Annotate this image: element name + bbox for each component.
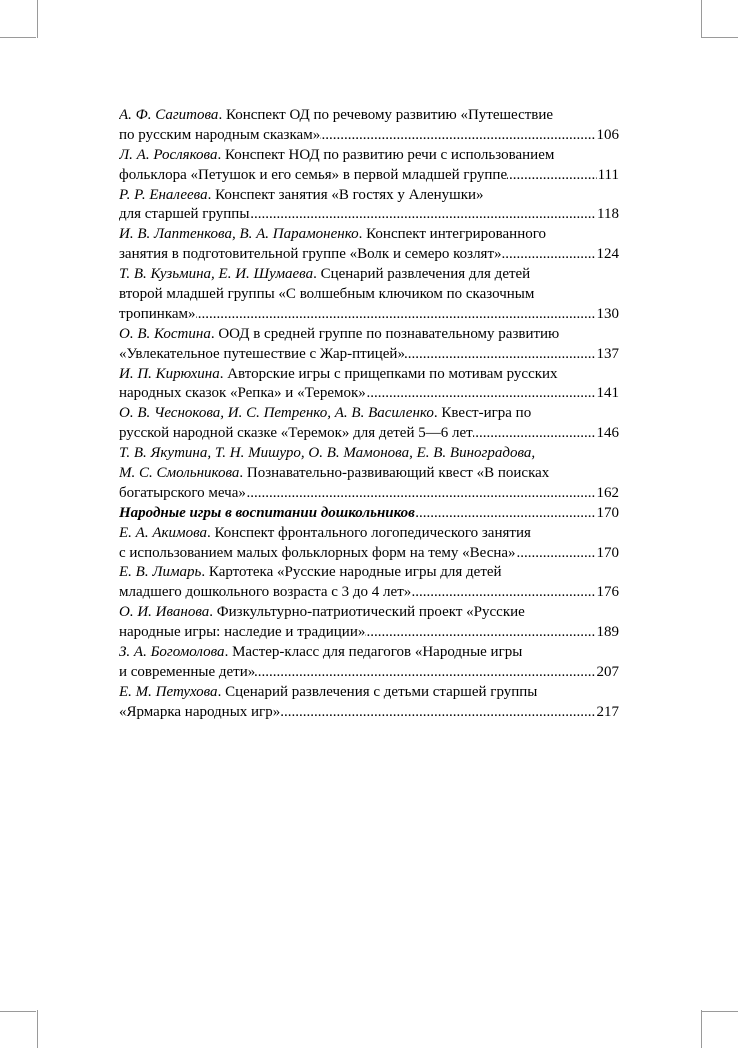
entry-title: . Мастер-класс для педагогов «Народные игры [224, 644, 523, 661]
entry-authors: О. В. Чеснокова, И. С. Петренко, А. В. Василенко [119, 405, 434, 422]
toc-line [119, 623, 619, 643]
crop-mark-top-left [37, 0, 38, 38]
toc-line [119, 544, 619, 564]
entry-title: . Физкультурно-патриотический проект «Русские [209, 604, 525, 621]
toc-line [119, 583, 619, 603]
toc-line [119, 126, 619, 146]
toc-entry [119, 404, 619, 444]
entry-title: с использованием малых фольклорных форм на тему «Весна» [119, 544, 516, 561]
section-heading: Народные игры в воспитании дошкольников [119, 504, 415, 521]
toc-line [119, 404, 619, 424]
page-number: 106 [596, 126, 620, 146]
entry-authors: Т. В. Якутина, Т. Н. Мишуро, О. В. Мамонова, Е. В. Виноградова, [119, 445, 536, 462]
entry-title: «Ярмарка народных игр» [119, 703, 281, 720]
toc-line [119, 245, 619, 265]
entry-title: и современные дети» [119, 663, 256, 680]
page-number: 137 [596, 345, 620, 365]
entry-title: . Авторские игры с прищепками по мотивам русских [219, 365, 558, 382]
entry-authors: И. В. Лаптенкова, В. А. Парамоненко [119, 226, 359, 243]
entry-authors: Т. В. Кузьмина, Е. И. Шумаева [119, 266, 314, 283]
entry-title: . Квест-игра по [433, 405, 532, 422]
entry-title: народные игры: наследие и традиции» [119, 624, 366, 641]
crop-mark-left-bottom [0, 1011, 36, 1012]
toc-line [119, 325, 619, 345]
toc-line [119, 345, 619, 365]
toc-entry [119, 225, 619, 265]
page-number: 124 [596, 245, 620, 265]
entry-authors: А. Ф. Сагитова [119, 107, 219, 123]
toc-line [119, 305, 619, 325]
entry-title: богатырского меча» [119, 484, 246, 501]
entry-title: . Конспект фронтального логопедического занятия [207, 524, 531, 541]
entry-title: для старшей группы [119, 206, 250, 223]
toc-entry [119, 603, 619, 643]
page-number: 189 [596, 623, 620, 643]
toc-line [119, 484, 619, 504]
toc-line [119, 424, 619, 444]
toc-line [119, 225, 619, 245]
toc-entry [119, 146, 619, 186]
entry-authors: Е. А. Акимова [119, 524, 207, 541]
page-number: 170 [596, 504, 620, 524]
toc-entry [119, 106, 619, 146]
toc-line [119, 703, 619, 723]
entry-authors: Е. В. Лимарь [119, 564, 202, 581]
toc-line [119, 265, 619, 285]
toc-entry [119, 265, 619, 325]
toc-line [119, 603, 619, 623]
toc-line [119, 365, 619, 385]
entry-authors: Р. Р. Еналеева [119, 186, 208, 203]
entry-title: занятия в подготовительной группе «Волк и семеро козлят» [119, 246, 502, 263]
page-number: 130 [596, 305, 620, 325]
toc-line [119, 683, 619, 703]
entry-title: . ООД в средней группе по познавательному развитию [210, 325, 560, 342]
toc-line [119, 563, 619, 583]
entry-title: тропинкам» [119, 305, 196, 322]
entry-title: . Сценарий развлечения с детьми старшей группы [217, 683, 538, 700]
entry-title: . Конспект занятия «В гостях у Аленушки» [207, 186, 484, 203]
entry-authors: И. П. Кирюхина [119, 365, 220, 382]
crop-mark-right-bottom [702, 1011, 738, 1012]
toc-entry [119, 444, 619, 504]
toc-line [119, 166, 619, 186]
crop-mark-left-top [0, 37, 36, 38]
entry-authors: Л. А. Рослякова [119, 146, 218, 163]
page-number: 141 [596, 384, 620, 404]
page-number: 207 [596, 663, 620, 683]
toc-entry [119, 683, 619, 723]
entry-title: русской народной сказке «Теремок» для детей 5—6 лет [119, 425, 473, 442]
entry-authors: О. И. Иванова [119, 604, 210, 621]
toc-entry [119, 563, 619, 603]
toc-line [119, 146, 619, 166]
entry-title: . Конспект интегрированного [358, 226, 547, 243]
entry-title: второй младшей группы «С волшебным ключиком по сказочным [119, 286, 535, 303]
page-number: 170 [596, 544, 620, 564]
page-number: 176 [596, 583, 620, 603]
toc-line [119, 663, 619, 683]
crop-mark-bottom-right [701, 1010, 702, 1048]
entry-title: народных сказок «Репка» и «Теремок» [119, 385, 366, 402]
toc-line [119, 205, 619, 225]
crop-mark-bottom-left [37, 1010, 38, 1048]
entry-title: . Картотека «Русские народные игры для детей [201, 564, 502, 581]
toc-entry [119, 186, 619, 226]
page-number: 217 [596, 703, 620, 723]
page-number: 146 [596, 424, 620, 444]
table-of-contents [119, 106, 619, 723]
toc-line [119, 464, 619, 484]
toc-entry [119, 365, 619, 405]
entry-title: . Познавательно-развивающий квест «В поисках [239, 465, 550, 482]
toc-line [119, 643, 619, 663]
toc-line [119, 504, 619, 524]
page-number: 162 [596, 484, 620, 504]
entry-title: младшего дошкольного возраста с 3 до 4 лет» [119, 584, 412, 601]
toc-line [119, 106, 619, 126]
section-entry [119, 504, 619, 524]
entry-authors: М. С. Смольникова [119, 465, 240, 482]
entry-title: . Сценарий развлечения для детей [313, 266, 531, 283]
toc-line [119, 285, 619, 305]
entry-authors: З. А. Богомолова [119, 644, 225, 661]
toc-line [119, 384, 619, 404]
page-number: 118 [596, 205, 619, 225]
toc-entry [119, 643, 619, 683]
toc-entry [119, 524, 619, 564]
crop-mark-top-right [701, 0, 702, 38]
crop-mark-right-top [702, 37, 738, 38]
entry-authors: О. В. Костина [119, 325, 211, 342]
entry-title: по русским народным сказкам» [119, 126, 321, 143]
entry-title: . Конспект НОД по развитию речи с использованием [217, 146, 555, 163]
entry-authors: Е. М. Петухова [119, 683, 218, 700]
entry-title: . Конспект ОД по речевому развитию «Путешествие [218, 107, 554, 123]
page-number: 111 [597, 166, 619, 186]
entry-title: «Увлекательное путешествие с Жар-птицей» [119, 345, 405, 362]
entry-title: фольклора «Петушок и его семья» в первой младшей группе [119, 166, 508, 183]
toc-line [119, 186, 619, 206]
toc-entry [119, 325, 619, 365]
toc-line [119, 444, 619, 464]
toc-line [119, 524, 619, 544]
